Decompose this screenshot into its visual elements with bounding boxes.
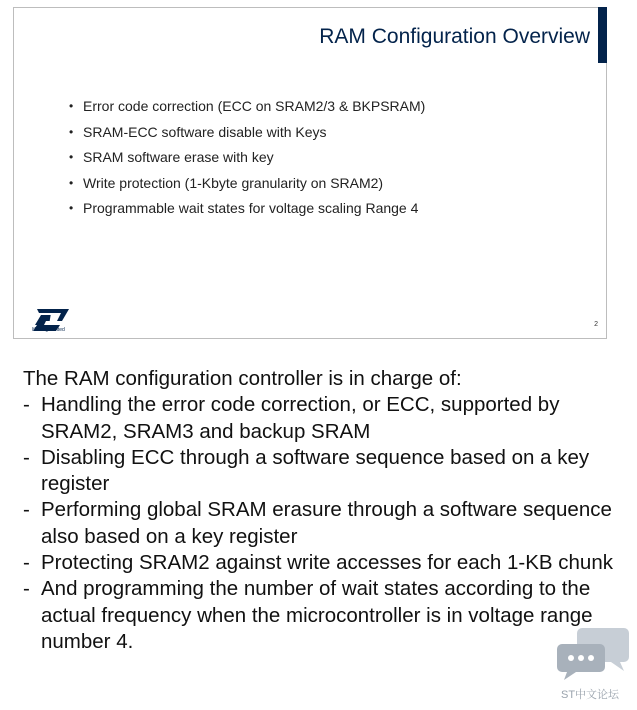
notes-intro: The RAM configuration controller is in charge of: (23, 367, 462, 390)
slide-bullet: • Programmable wait states for voltage scaling Range 4 (69, 196, 425, 222)
notes-list (23, 392, 623, 655)
speaker-notes (23, 366, 623, 655)
notes-item: - Handling the error code correction, or ECC, supported by SRAM2, SRAM3 and backup SRAM (23, 392, 623, 445)
chat-bubble-icon (556, 626, 630, 680)
slide-bullet: • Error code correction (ECC on SRAM2/3 & BKPSRAM) (69, 94, 425, 120)
notes-item: - Disabling ECC through a software sequence based on a key register (23, 445, 623, 498)
slide-bullet: • SRAM software erase with key (69, 145, 425, 171)
notes-item: - Protecting SRAM2 against write accesses for each 1-KB chunk (23, 550, 623, 576)
watermark-label: ST中文论坛 (561, 689, 620, 701)
slide-title: RAM Configuration Overview (319, 25, 590, 48)
notes-item: - And programming the number of wait states according to the actual frequency when the microcontroller is in voltage range number 4. (23, 576, 623, 655)
slide-bullet: • Write protection (1-Kbyte granularity on SRAM2) (69, 171, 425, 197)
slide-bullet: • SRAM-ECC software disable with Keys (69, 120, 425, 146)
notes-item: - Performing global SRAM erasure through a software sequence also based on a key register (23, 497, 623, 550)
logo-tagline: life.augmented (32, 327, 65, 333)
slide-thumbnail (13, 7, 607, 339)
page-number: 2 (594, 321, 598, 328)
slide-bullet-list (69, 94, 425, 222)
title-accent-bar (598, 7, 607, 63)
